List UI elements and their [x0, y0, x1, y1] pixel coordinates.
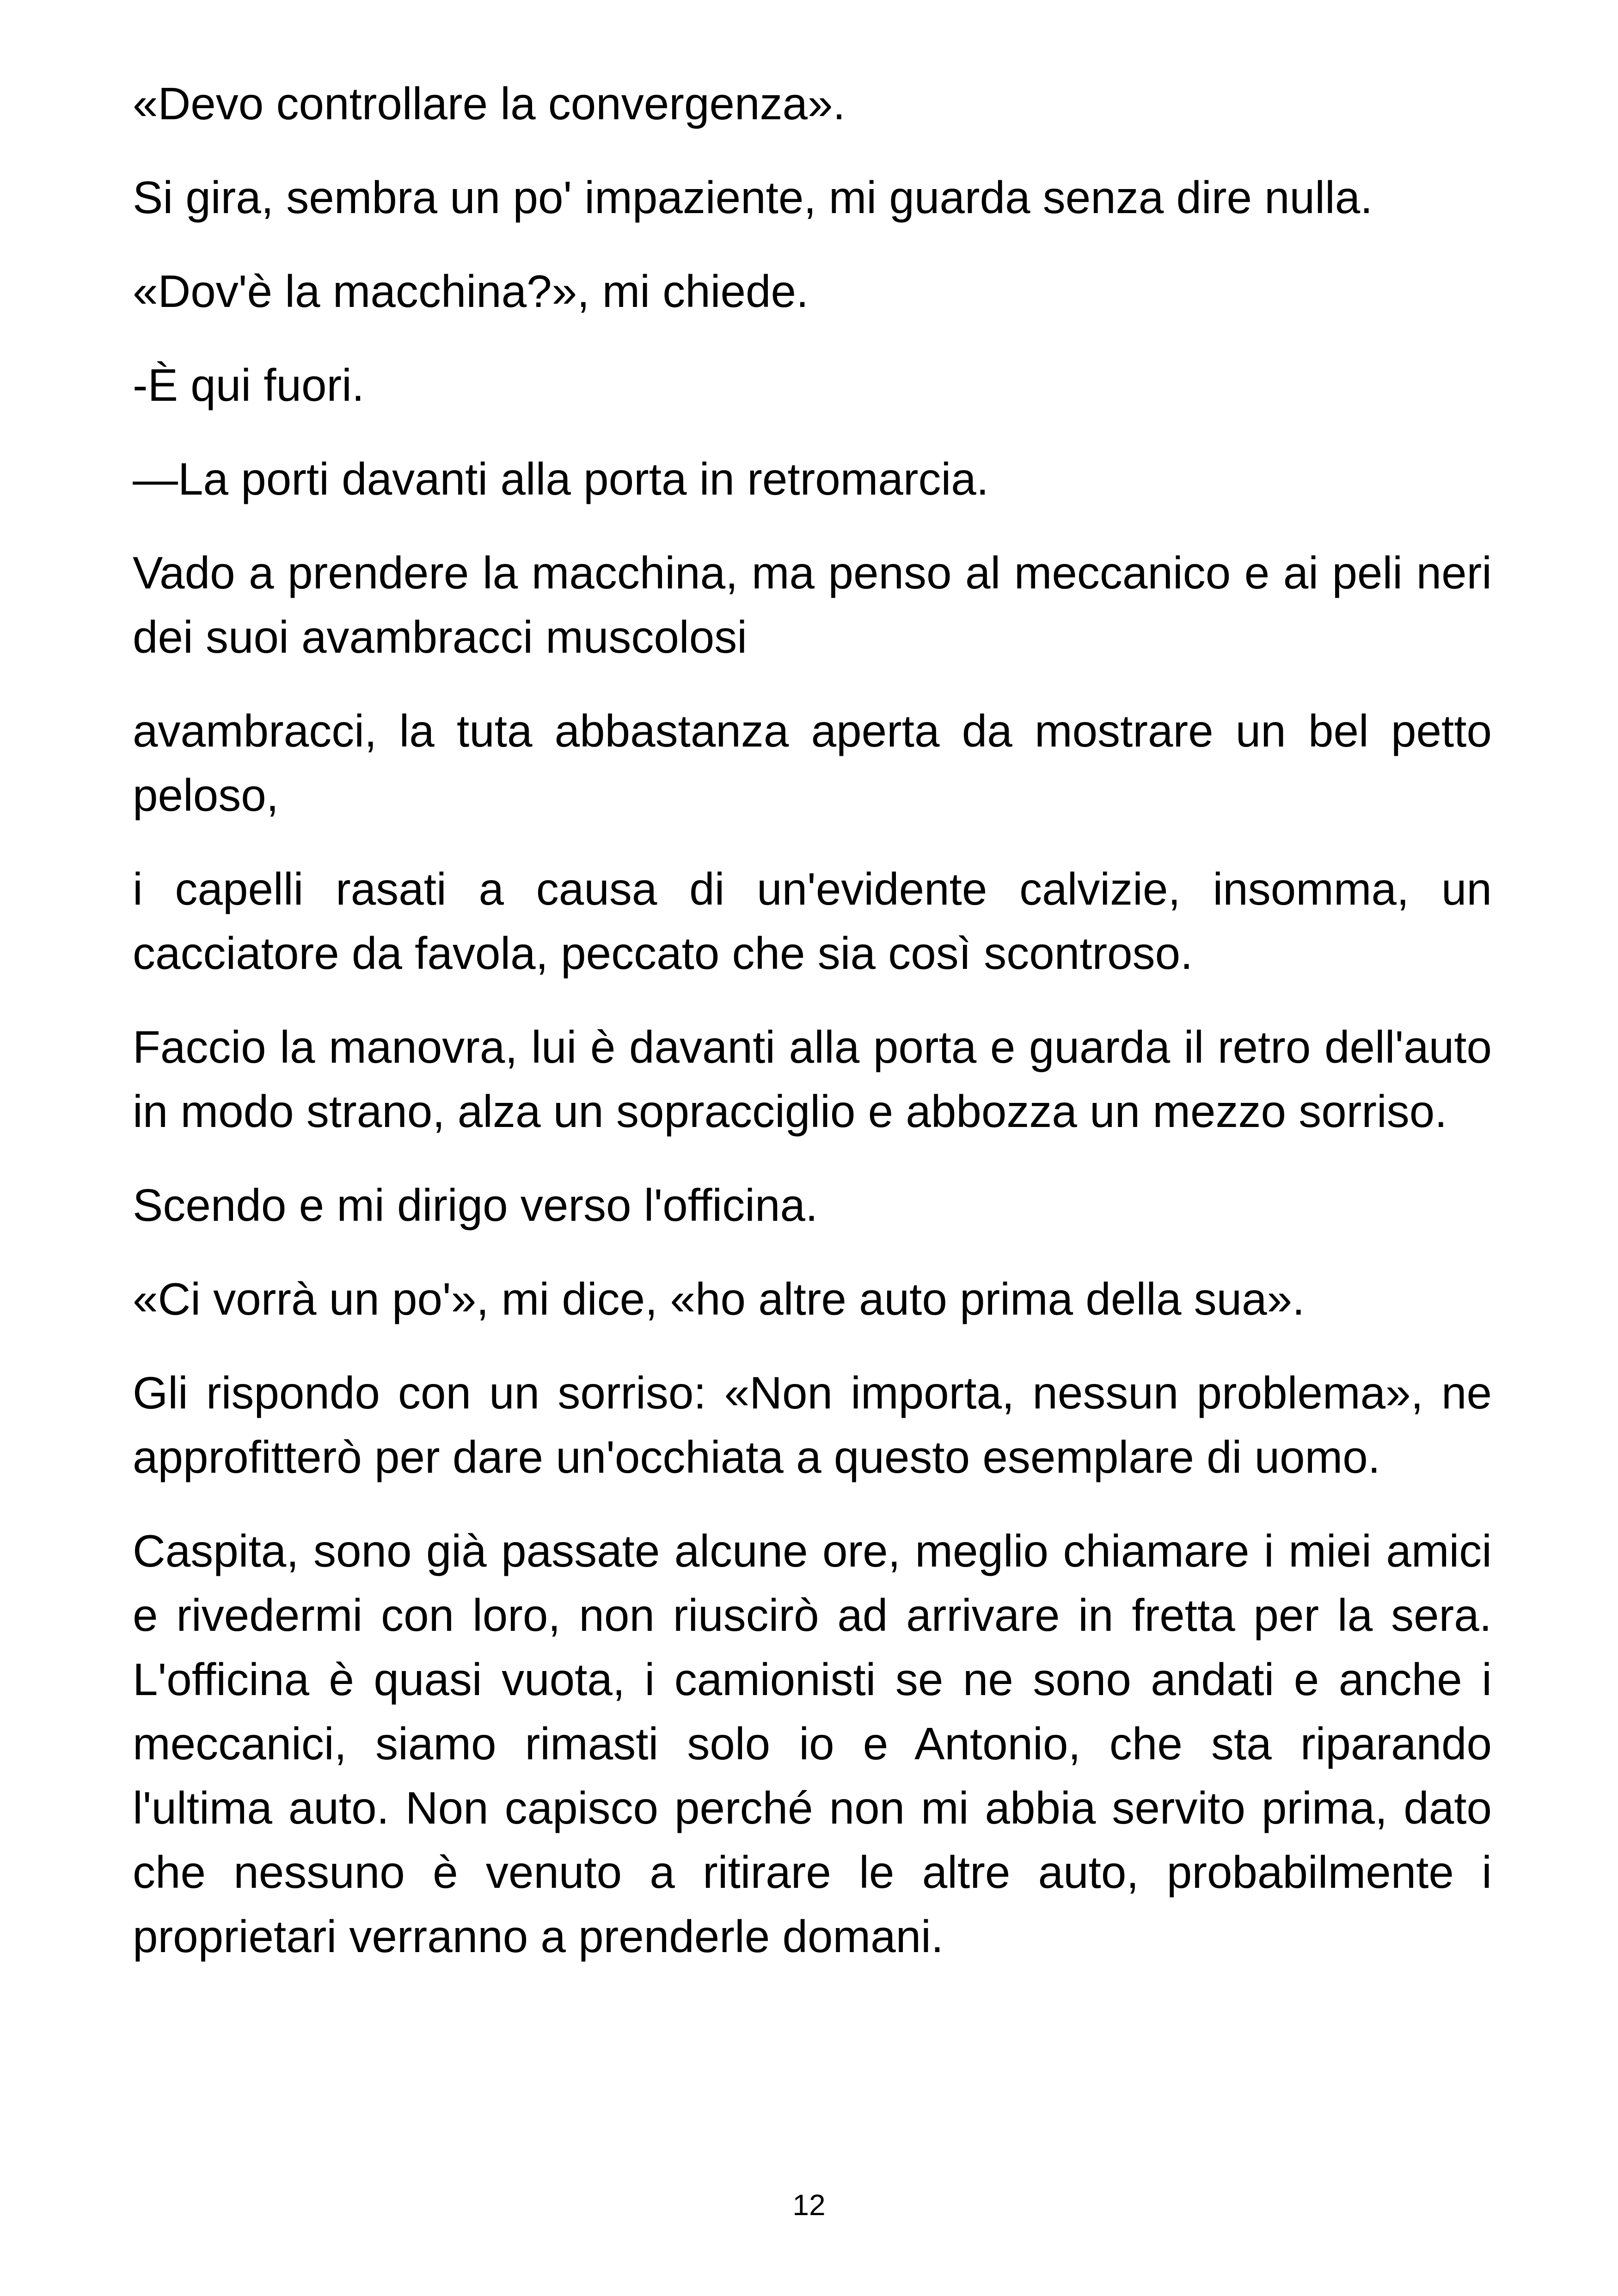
paragraph: Si gira, sembra un po' impaziente, mi guarda senza dire nulla.	[133, 172, 1373, 223]
paragraph: Gli rispondo con un sorriso: «Non importa, nessun problema», ne approfitterò per dare un'occhiata a questo esemplare di uomo.	[133, 1367, 1492, 1482]
body-text	[133, 72, 1492, 1969]
page-number: 12	[792, 2188, 826, 2222]
paragraph: «Devo controllare la convergenza».	[133, 78, 846, 129]
paragraph: «Dov'è la macchina?», mi chiede.	[133, 266, 809, 317]
paragraph: Faccio la manovra, lui è davanti alla porta e guarda il retro dell'auto in modo strano, alza un sopracciglio e abbozza un mezzo sorriso.	[133, 1022, 1492, 1137]
paragraph: Vado a prendere la macchina, ma penso al meccanico e ai peli neri dei suoi avambracci muscolosi	[133, 547, 1492, 662]
paragraph: Caspita, sono già passate alcune ore, meglio chiamare i miei amici e rivedermi con loro, non riuscirò ad arrivare in fretta per la sera. L'officina è quasi vuota, i camionisti se ne sono andati e anche i meccanici, siamo rimasti solo io e Antonio, che sta riparando l'ultima auto. Non capisco perché non mi abbia servito prima, dato che nessuno è venuto a ritirare le altre auto, probabilmente i proprietari verranno a prenderle domani.	[133, 1525, 1492, 1962]
paragraph: -È qui fuori.	[133, 360, 365, 410]
paragraph: «Ci vorrà un po'», mi dice, «ho altre auto prima della sua».	[133, 1274, 1305, 1324]
paragraph: —La porti davanti alla porta in retromarcia.	[133, 453, 989, 504]
paragraph: Scendo e mi dirigo verso l'officina.	[133, 1180, 818, 1231]
paragraph: avambracci, la tuta abbastanza aperta da mostrare un bel petto peloso,	[133, 705, 1492, 820]
paragraph: i capelli rasati a causa di un'evidente calvizie, insomma, un cacciatore da favola, peccato che sia così scontroso.	[133, 863, 1492, 979]
